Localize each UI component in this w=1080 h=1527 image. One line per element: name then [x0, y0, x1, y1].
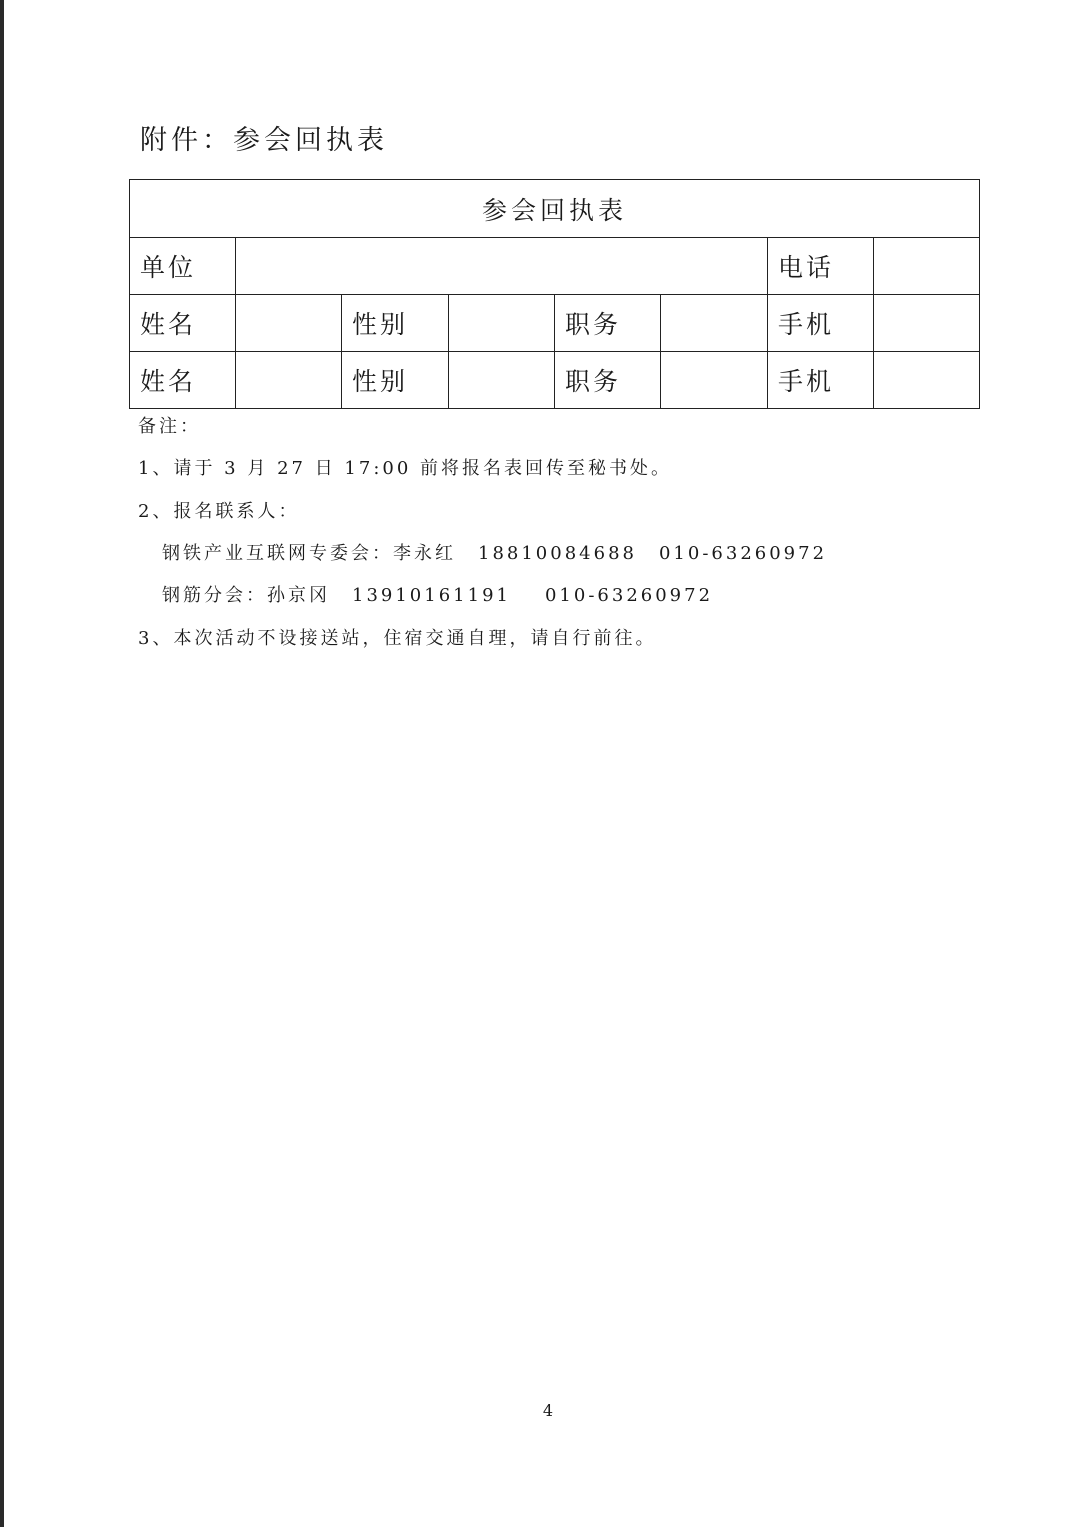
contact-mobile: 13910161191	[352, 585, 511, 606]
note-item-1: 1、请于 3 月 27 日 17:00 前将报名表回传至秘书处。	[138, 458, 673, 479]
table-row-person	[130, 295, 980, 352]
contact-phone: 010-63260972	[658, 543, 828, 564]
mobile-cell[interactable]	[874, 295, 980, 352]
registration-receipt-table	[129, 179, 980, 409]
contact-org: 钢铁产业互联网专委会：李永红	[162, 543, 456, 564]
name-cell[interactable]	[236, 352, 342, 409]
contact-phone: 010-63260972	[544, 585, 714, 606]
gender-label: 性别	[342, 295, 449, 352]
gender-label: 性别	[342, 352, 449, 409]
mobile-label: 手机	[768, 295, 874, 352]
contact-mobile: 18810084688	[478, 543, 637, 564]
table-title-row	[130, 180, 980, 238]
name-label: 姓名	[130, 352, 236, 409]
contact-line-1	[162, 539, 827, 565]
table-title: 参会回执表	[130, 180, 980, 238]
attachment-title: 附件：参会回执表	[140, 125, 388, 156]
position-label: 职务	[555, 295, 661, 352]
gender-cell[interactable]	[449, 295, 555, 352]
page-number: 4	[542, 1401, 554, 1420]
position-cell[interactable]	[661, 295, 768, 352]
gender-cell[interactable]	[449, 352, 555, 409]
note-item-3: 3、本次活动不设接送站，住宿交通自理，请自行前往。	[138, 628, 657, 649]
unit-cell[interactable]	[236, 238, 768, 295]
note-item-2: 2、报名联系人：	[138, 501, 300, 522]
name-cell[interactable]	[236, 295, 342, 352]
phone-label: 电话	[768, 238, 874, 295]
contact-org: 钢筋分会：孙京冈	[162, 585, 330, 606]
phone-cell[interactable]	[874, 238, 980, 295]
mobile-label: 手机	[768, 352, 874, 409]
mobile-cell[interactable]	[874, 352, 980, 409]
name-label: 姓名	[130, 295, 236, 352]
table-row-unit	[130, 238, 980, 295]
table-row-person	[130, 352, 980, 409]
position-cell[interactable]	[661, 352, 768, 409]
contact-line-2	[162, 581, 713, 607]
notes-heading: 备注：	[138, 416, 201, 437]
position-label: 职务	[555, 352, 661, 409]
unit-label: 单位	[130, 238, 236, 295]
scan-page-edge	[0, 0, 4, 1527]
